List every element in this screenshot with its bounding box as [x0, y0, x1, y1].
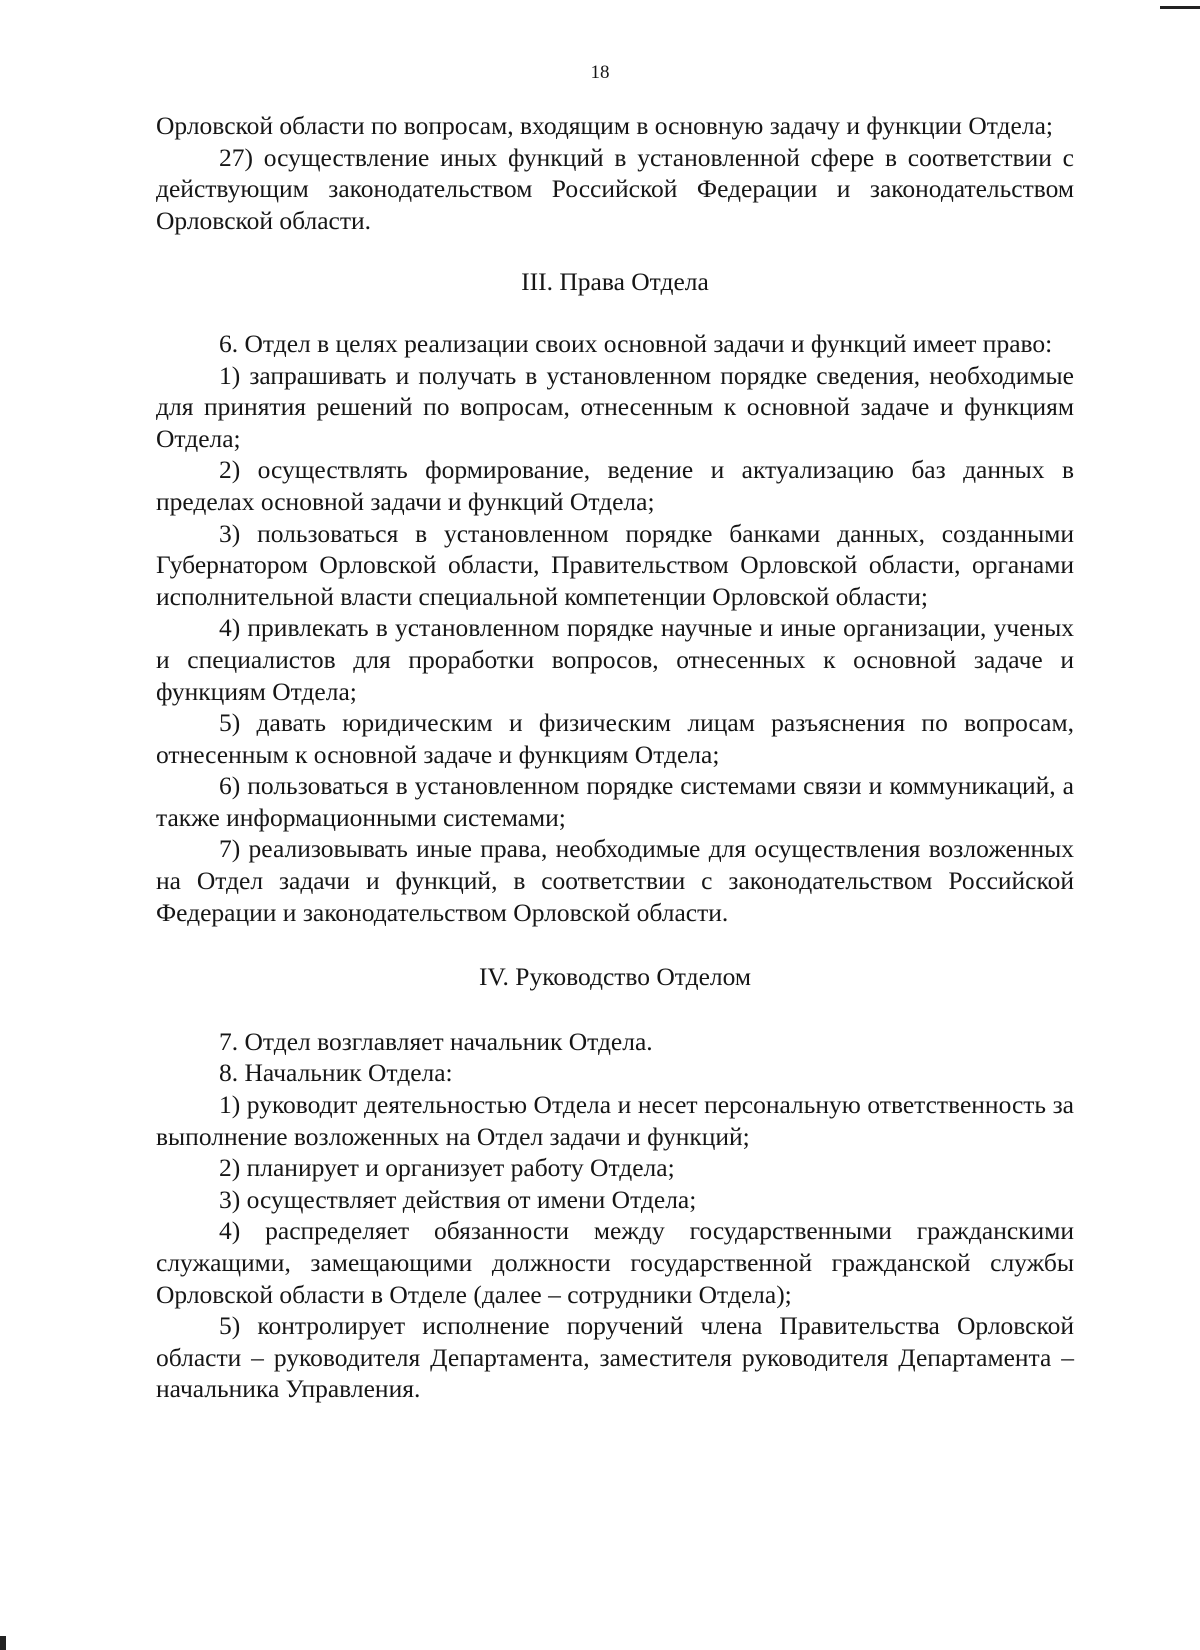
- paragraph: 6. Отдел в целях реализации своих основной задачи и функций имеет право:: [219, 328, 1053, 358]
- scan-edge-mark: [1160, 6, 1200, 9]
- list-item: 5) контролирует исполнение поручений члена Правительства Орловской области – руководителя Департамента, заместителя руководителя Департамента – начальника Управления.: [156, 1311, 1074, 1404]
- page-number: 18: [590, 62, 610, 83]
- paragraph: Орловской области по вопросам, входящим в основную задачу и функции Отдела;: [156, 111, 1053, 140]
- list-item: 1) запрашивать и получать в установленном порядке сведения, необходимые для принятия решений по вопросам, отнесенным к основной задаче и функциям Отдела;: [156, 360, 1074, 453]
- section-heading: III. Права Отдела: [521, 267, 709, 297]
- list-item: 5) давать юридическим и физическим лицам разъяснения по вопросам, отнесенным к основной задаче и функциям Отдела;: [156, 708, 1074, 769]
- list-item: 3) осуществляет действия от имени Отдела;: [219, 1184, 697, 1214]
- list-item: 1) руководит деятельностью Отдела и несет персональную ответственность за выполнение возложенных на Отдел задачи и функций;: [156, 1090, 1074, 1151]
- paragraph: 8. Начальник Отдела:: [219, 1058, 453, 1088]
- scan-edge-mark: [0, 1636, 6, 1650]
- list-item: 2) осуществлять формирование, ведение и актуализацию баз данных в пределах основной задачи и функций Отдела;: [156, 455, 1074, 516]
- document-body: [156, 110, 1074, 1405]
- list-item: 6) пользоваться в установленном порядке системами связи и коммуникаций, а также информационными системами;: [156, 771, 1074, 832]
- section-heading: IV. Руководство Отделом: [478, 962, 752, 992]
- list-item: 4) привлекать в установленном порядке научные и иные организации, ученых и специалистов для проработки вопросов, отнесенных к основной задаче и функциям Отдела;: [156, 613, 1074, 706]
- paragraph: 7. Отдел возглавляет начальник Отдела.: [219, 1026, 653, 1056]
- list-item: 4) распределяет обязанности между государственными гражданскими служащими, замещающими должности государственной гражданской службы Орловской области в Отделе (далее – сотрудники Отдела);: [156, 1216, 1074, 1309]
- list-item: 2) планирует и организует работу Отдела;: [219, 1153, 675, 1183]
- list-item: 3) пользоваться в установленном порядке банками данных, созданными Губернатором Орловской области, Правительством Орловской области, органами исполнительной власти специальной компетенции Орловской области;: [156, 518, 1074, 611]
- paragraph: 27) осуществление иных функций в установленной сфере в соответствии с действующим законодательством Российской Федерации и законодательством Орловской области.: [156, 142, 1074, 235]
- list-item: 7) реализовывать иные права, необходимые для осуществления возложенных на Отдел задачи и функций, в соответствии с законодательством Российской Федерации и законодательством Орловской области.: [156, 834, 1074, 927]
